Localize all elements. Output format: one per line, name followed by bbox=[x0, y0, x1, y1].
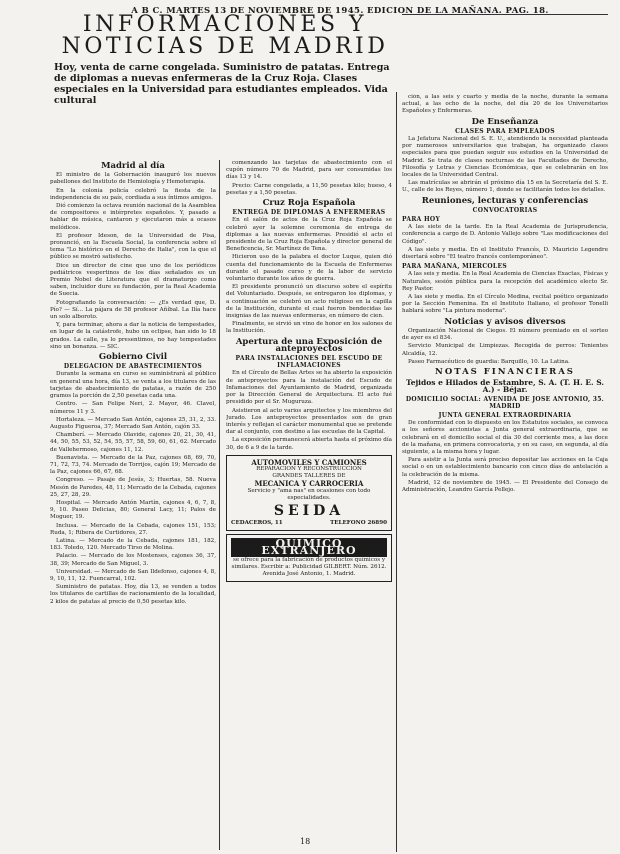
paragraph: Buenavista. — Mercado de la Paz, cajones 68, 69, 70, 71, 72, 73, 74. Mercado de Torrijos, cajón 19; Mercado de la Paz, cajones 66, 67, 68. bbox=[50, 454, 216, 476]
paragraph: comenzando las tarjetas de abastecimiento con el cupón número 70 de Madrid, para ser consumidas los días 13 y 14. bbox=[226, 160, 392, 181]
column-divider bbox=[402, 14, 608, 15]
column-divider bbox=[396, 92, 397, 852]
paragraph: A las siete de la tarde. En la Real Academia de Jurisprudencia, conferencia a cargo de D. Antonio Vallejo sobre "Las modificaciones del Código". bbox=[402, 224, 608, 245]
paragraph: Finalmente, se sirvió un vino de honor en los salones de la Institución. bbox=[226, 321, 392, 335]
page-header: A B C. MARTES 13 DE NOVIEMBRE DE 1945. EDICION DE LA MAÑANA. PAG. 18. bbox=[131, 6, 549, 16]
subheading: PARA MAÑANA, MIERCOLES bbox=[402, 263, 507, 271]
paragraph: La exposición permanecerá abierta hasta el próximo día 30, de 6 a 9 de la tarde. bbox=[226, 437, 392, 451]
ad-automoviles bbox=[226, 455, 392, 531]
financial-company-title: Tejidos e Hilados de Estambre, S. A. (T. H. E. S. A.) - Béjar. bbox=[405, 378, 605, 395]
paragraph: A las siete y media. En el Círculo Medina, recital poético organizado por la Sección Femenina. En el Instituto Italiano, el profesor Tonelli hablará sobre "La pintura moderna". bbox=[402, 294, 608, 315]
paragraph: Inclusa. — Mercado de la Cebada, cajones 151, 153; Ruda, 1; Ribera de Curtidores, 27. bbox=[50, 522, 216, 536]
ad-line: Servicio y "ama nas" en ocasiones con todo especialidades. bbox=[247, 487, 371, 501]
ad-quimico-text: se ofrece para la fabricación de productos químicos y similares. Escribir a: Publicidad GILBERT. Núm. 2612. Avenida José Antonio, 1. Madrid. bbox=[231, 556, 387, 577]
column-divider bbox=[219, 160, 220, 850]
paragraph: Las matrículas se abrirán el próximo día 15 en la Secretaría del S. E. U., calle de los Reyes, número 1, donde se facilitarán todos los detalles. bbox=[402, 180, 608, 194]
ad-address: CEDACEROS, 11 bbox=[231, 519, 283, 526]
paragraph: A las seis y media. En la Real Academia de Ciencias Exactas, Físicas y Naturales, sesión pública para la recepción del académico electo Sr. Rey Pastor. bbox=[402, 271, 608, 292]
paragraph: La Jefatura Nacional del S. E. U., atendiendo la necesidad planteada por numerosos universitarios que trabajan, ha organizado clases especiales para que puedan seguir sus estudios en la Universidad de Madrid. Se trata de clases nocturnas de las Facultades de Derecho, Filosofía y Letras y Ciencias Económicas, que se celebrarán en los locales de la Universidad Central. bbox=[402, 136, 608, 179]
section-subtitle: Hoy, venta de carne congelada. Suministro de patatas. Entrega de diplomas a nuevas enfermeras de la Cruz Roja. Clases especiales en la Universidad para estudiantes empleados. Vida cultural bbox=[54, 62, 390, 106]
ad-line: REPARACION Y RECONSTRUCCION bbox=[256, 465, 362, 472]
heading-gobierno-civil: Gobierno Civil bbox=[98, 352, 168, 363]
paragraph: El ministro de la Gobernación inauguró los nuevos pabellones del Instituto de Hemiología y Hemoterapia. bbox=[50, 172, 216, 186]
paragraph: Chamberí. — Mercado Olavide, cajones 20, 21, 30, 41, 44, 50, 55, 53, 52, 54, 55, 57, 58, 59, 60, 61, 62. Mercado de Vallehermoso, cajones 11, 12. bbox=[50, 432, 216, 453]
paragraph: El presidente pronunció un discurso sobre el espíritu del Voluntariado. Después, se entregaron los diplomas, y a continuación se celebró un acto religioso en la capilla de la Institución, durante el cual fueron bendecidas las insignias de las nuevas enfermeras, en número de cien. bbox=[226, 284, 392, 320]
paragraph: En el salón de actos de la Cruz Roja Española se celebró ayer la solemne ceremonia de entrega de diplomas a las nuevas enfermeras. Presidió el acto el presidente de la Cruz Roja Española y director general de Beneficencia, Sr. Martínez de Tena. bbox=[226, 217, 392, 253]
heading-cruz-roja: Cruz Roja Española bbox=[262, 198, 356, 209]
paragraph: Congreso. — Pasaje de Jesús, 3; Huertas, 58. Nueva Mesón de Paredes, 48, 11; Mercado de la Cebada, cajones 25, 27, 28, 29. bbox=[50, 477, 216, 498]
paragraph: Suministro de patatas. Hoy, día 13, se venden a todos los titulares de cartillas de racionamiento de la localidad, 2 kilos de patatas al precio de 0,50 pesetas kilo. bbox=[50, 584, 216, 605]
paragraph: Centro. — San Felipe Neri, 2. Mayor, 46. Clavel, números 11 y 3. bbox=[50, 401, 216, 415]
column-2 bbox=[226, 160, 392, 850]
paragraph: Dió comienzo la octava reunión nacional de la Asamblea de compositores e intérpretes españoles. Y, pasado a hablar de música, cantaron y ejecutaron más a ocasos melódicos. bbox=[50, 203, 216, 231]
ad-brand-seida: SEIDA bbox=[273, 502, 345, 519]
subheading: DELEGACION DE ABASTECIMIENTOS bbox=[63, 363, 203, 371]
subheading: CLASES PARA EMPLEADOS bbox=[455, 127, 555, 135]
heading-ensenanza: De Enseñanza bbox=[471, 116, 539, 127]
paragraph: En la colonia policía celebró la fiesta de la independencia de su país, cordiada a sus íntimos amigos. bbox=[50, 187, 216, 201]
ad-contact-row bbox=[231, 520, 387, 527]
subheading: DOMICILIO SOCIAL: AVENIDA DE JOSE ANTONIO, 35. MADRID bbox=[405, 395, 605, 410]
subheading: CONVOCATORIAS bbox=[472, 206, 538, 214]
paragraph: A las siete y media. En el Instituto Francés, D. Mauricio Legendre disertará sobre "El teatro francés contemporáneo". bbox=[402, 246, 608, 261]
paragraph: Para asistir a la Junta será preciso depositar las acciones en la Caja social o en un establecimiento bancario con cinco días de antelación a la celebración de la misma. bbox=[402, 457, 608, 478]
column-3 bbox=[402, 94, 608, 854]
heading-noticias: Noticias y avisos diversos bbox=[444, 316, 566, 327]
paragraph: Fotografiando la conversación: — ¿Es verdad que, D. Pío? — Sí... La pájara de 58 profesor Añíbal. La Ilía hace un solo alboroto. bbox=[50, 299, 216, 321]
page-number: 18 bbox=[300, 837, 311, 846]
heading-apertura: Apertura de una Exposición de anteproyectos bbox=[235, 336, 383, 354]
paragraph: Durante la semana en curso se suministrará al público en general una hora, día 13, se venta a los titulares de las tarjetas de abastecimiento de patatas, a razón de 250 gramos la porción de 2,50 pesetas cada una. bbox=[50, 371, 216, 400]
ad-quimico-title: QUIMICO EXTRANJERO bbox=[231, 538, 387, 556]
paragraph: Asistieron al acto varios arquitectos y los miembros del Jurado. Los anteproyectos presentados son de gran interés y reflejan el carácter monumental que se pretende dar al conjunto, con destino a las escuelas de la Capital. bbox=[226, 407, 392, 436]
ad-line: AUTOMOVILES Y CAMIONES bbox=[251, 457, 367, 467]
paragraph: Palacio. — Mercado de los Mostenses, cajones 36, 37, 38, 39; Mercado de San Miguel, 3. bbox=[50, 553, 216, 567]
section-title: INFORMACIONES Y NOTICIAS DE MADRID bbox=[61, 12, 389, 59]
subheading: PARA INSTALACIONES DEL ESCUDO DE INFLAMACIONES bbox=[235, 355, 383, 370]
paragraph: Servicio Municipal de Limpiezas. Recogida de perros: Tenientes Alcaldía, 12. bbox=[402, 343, 608, 357]
paragraph: En el Círculo de Bellas Artes se ha abierto la exposición de anteproyectos para la instalación del Escudo de Infamaciones del Ayuntamiento de Madrid, organizada por la Dirección General de Arquitectura. El acto fué presidido por el Sr. Muguruza. bbox=[226, 370, 392, 406]
paragraph: Paseo Farmacéutico de guardia: Barquillo, 10. La Latina. bbox=[408, 358, 570, 365]
subheading: JUNTA GENERAL EXTRAORDINARIA bbox=[438, 411, 572, 419]
paragraph: Madrid, 12 de noviembre de 1945. — El Presidente del Consejo de Administración, Leandro García Pellejo. bbox=[402, 479, 608, 493]
paragraph: Hicieron uso de la palabra el doctor Luque, quien dió cuenta del funcionamiento de la Escuela de Enfermeras durante el pasado curso y de la labor de servicio voluntario durante los años de guerra. bbox=[226, 254, 392, 283]
paragraph: Dice un director de cine que uno de los periódicos pediátricos vespertinos de los días señalados es un Premio Nobel de Literatura que el dramaturgo como saben, incluidor dure su fundación, por la Real Academia de Suecia. bbox=[50, 262, 216, 298]
paragraph: Y, para terminar, ahora a dar la noticia de tempestades, en lugar de la catástrofe, hubo un eclipse, han sido lo 18 grados. La calle, ya lo presentimos, no hay tempestades sino un bonanza. — SIC. bbox=[50, 322, 216, 350]
paragraph: De conformidad con lo dispuesto en los Estatutos sociales, se convoca a los señores accionistas a Junta general extraordinaria, que se celebrará en el domicilio social el día 30 del corriente mes, a las doce de la mañana, en primera convocatoria, y en su caso, en segunda, al día siguiente, a la misma hora y lugar. bbox=[402, 420, 608, 455]
ad-phone: TELEFONO 26890 bbox=[330, 519, 387, 526]
column-1 bbox=[50, 160, 216, 850]
paragraph: Hortaleza. — Mercado San Antón, cajones 25, 31, 2, 33. Augusto Figueroa, 37; Mercado San Antón, cajón 33. bbox=[50, 416, 216, 430]
masthead bbox=[50, 14, 400, 106]
heading-madrid-al-dia: Madrid al día bbox=[101, 161, 165, 171]
paragraph: ción, a las seis y cuarto y media de la noche, durante la semana actual, a las ocho de la noche, del día 20 de los Universitarios Españoles y Enfermeras. bbox=[402, 94, 608, 115]
paragraph: Latina. — Mercado de la Cebada, cajones 181, 182, 183. Toledo, 120. Mercado Tirso de Molina. bbox=[50, 537, 216, 552]
heading-notas-financieras: NOTAS FINANCIERAS bbox=[435, 366, 575, 377]
ad-line: MECANICA Y CARROCERIA bbox=[254, 479, 364, 489]
paragraph: Organización Nacional de Ciegos. El número premiado en el sorteo de ayer es el 834. bbox=[402, 327, 608, 342]
paragraph: El profesor Ideson, de la Universidad de Pisa, pronunció, en la Escuela Social, la conferencia sobre el tema "Lo histórico en el Derecho de Italia", con la que el público se mostró satisfecho. bbox=[50, 232, 216, 261]
heading-reuniones: Reuniones, lecturas y conferencias bbox=[421, 195, 589, 206]
paragraph: Universidad. — Mercado de San Ildefonso, cajones 4, 8, 9, 10, 11, 12. Fuencarral, 102. bbox=[50, 568, 216, 582]
paragraph: Hospital. — Mercado Antón Martín, cajones 4, 6, 7, 8, 9, 10. Paseo Delicias, 80; General Lacy, 11; Palos de Moguer, 19. bbox=[50, 499, 216, 521]
page-body bbox=[50, 14, 610, 844]
paragraph: Precio: Carne congelada, a 11,50 pesetas kilo; hueso, 4 pesetas y a 1,50 pesetas. bbox=[226, 182, 392, 196]
subheading: ENTREGA DE DIPLOMAS A ENFERMERAS bbox=[232, 209, 386, 217]
ad-quimico bbox=[226, 534, 392, 582]
subheading: PARA HOY bbox=[402, 216, 441, 224]
ad-line: GRANDES TALLERES DE bbox=[272, 473, 346, 480]
